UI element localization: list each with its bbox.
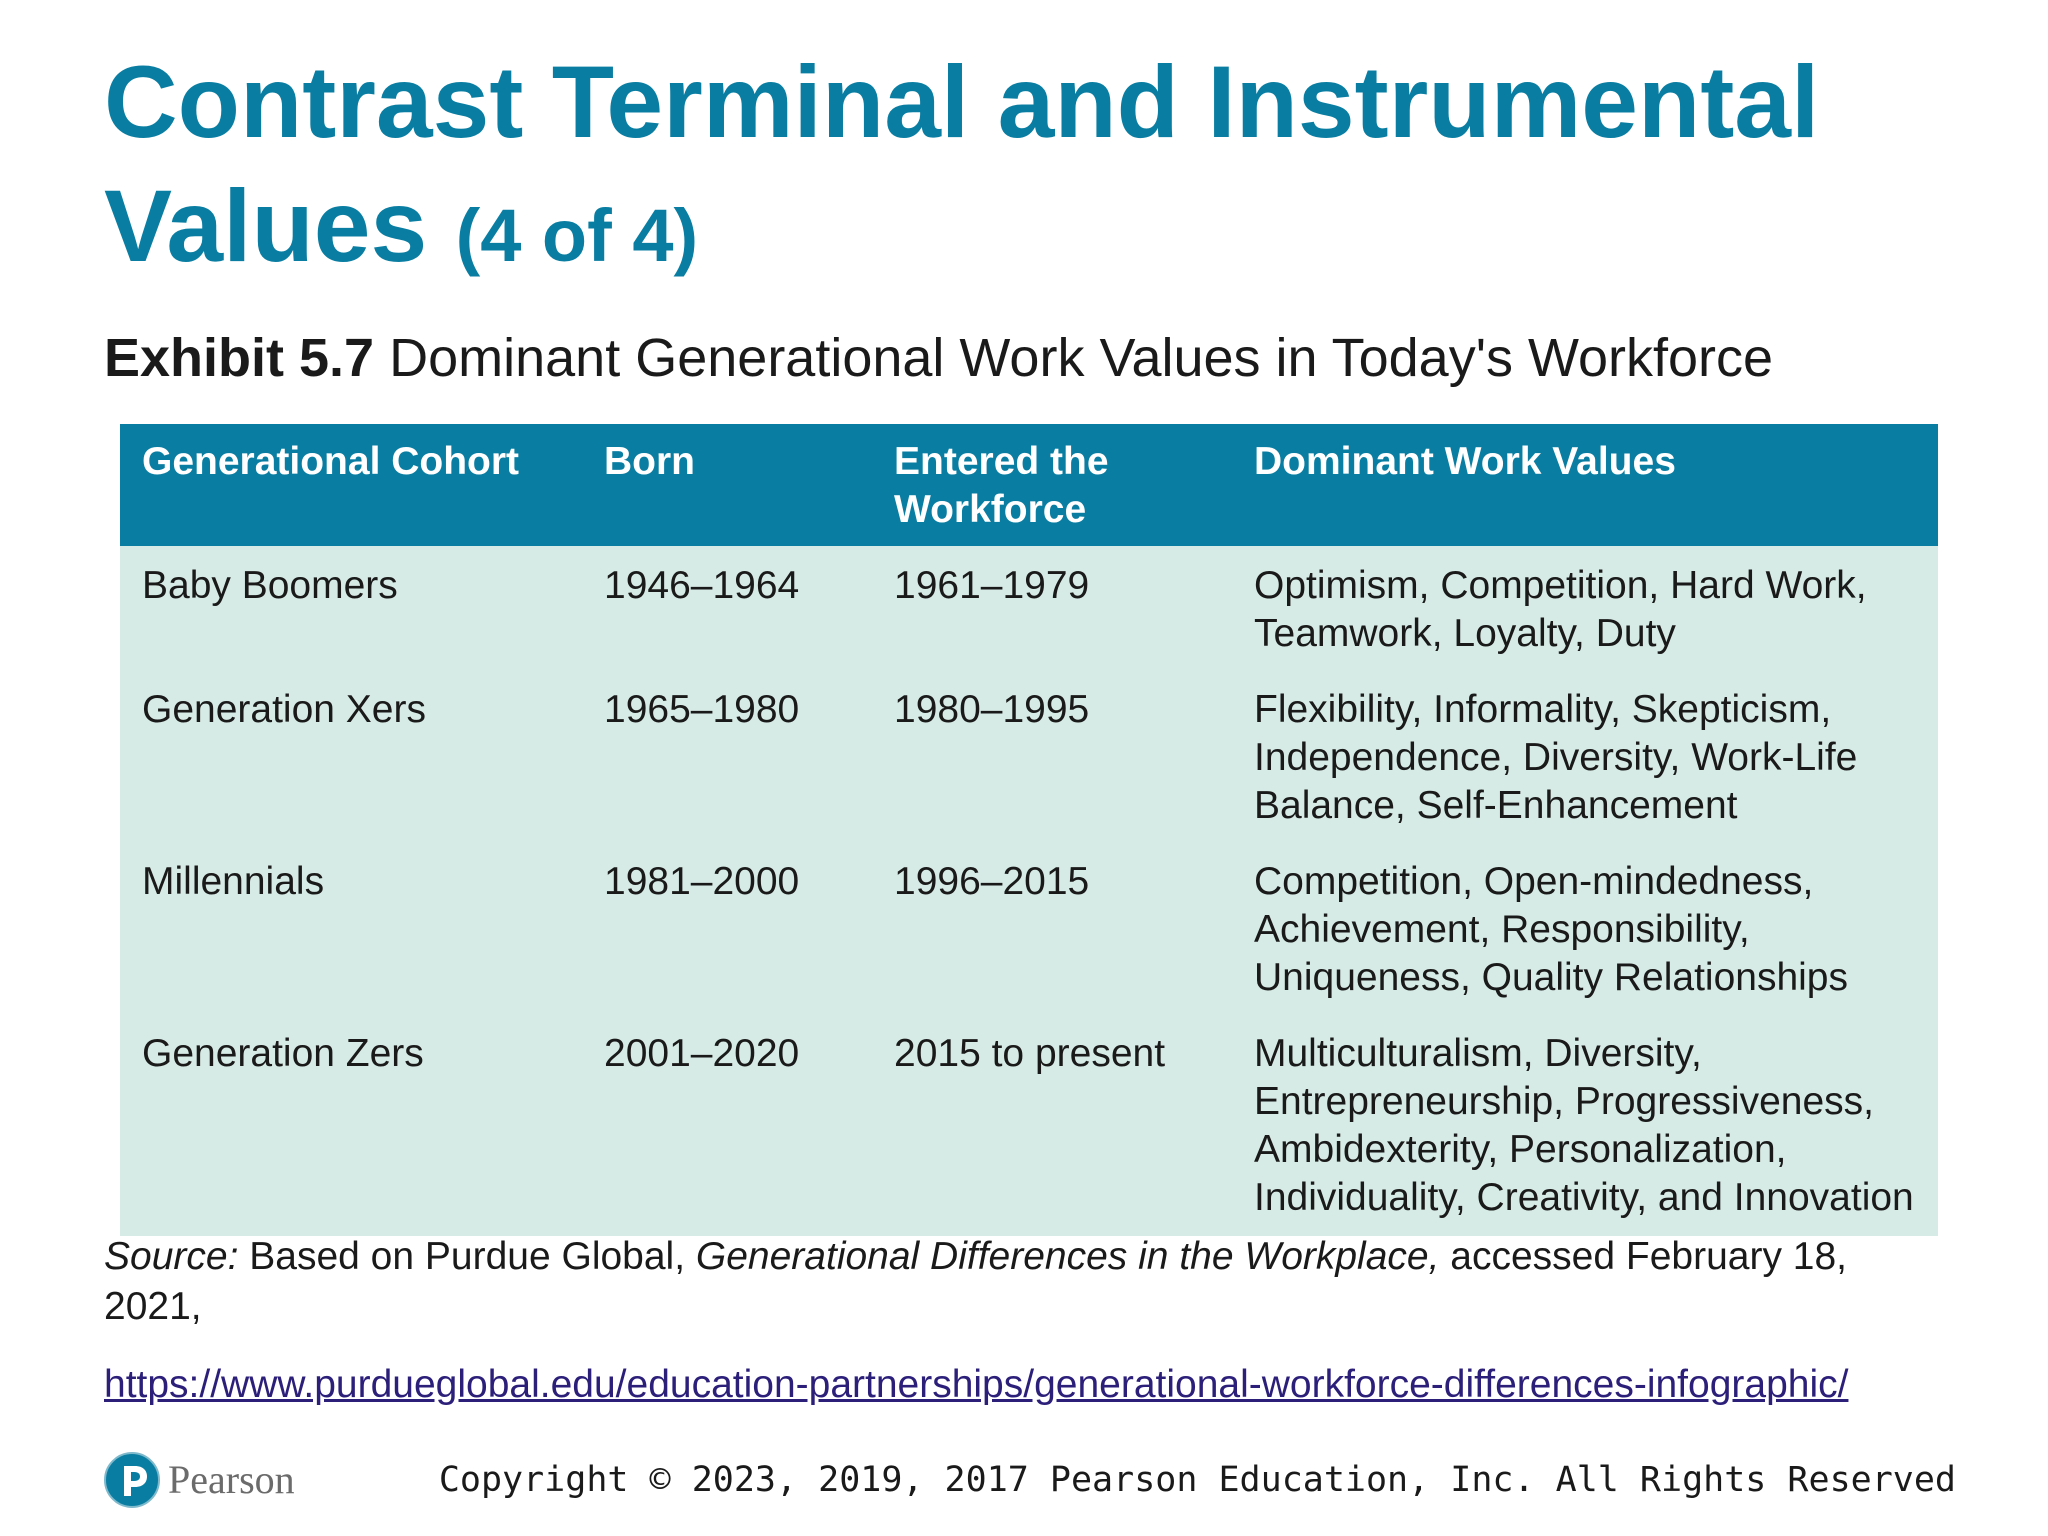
born-cell: 2001–2020 xyxy=(582,1014,872,1236)
slide-title-text: Contrast Terminal and Instrumental Values xyxy=(104,45,1820,283)
slide-title-suffix: (4 of 4) xyxy=(455,194,699,277)
values-cell: Competition, Open-mindedness, Achievement, Responsibility, Uniqueness, Quality Relationships xyxy=(1232,842,1938,1014)
cohort-cell: Baby Boomers xyxy=(120,546,582,670)
table-header-row xyxy=(120,424,1938,546)
entered-cell: 1961–1979 xyxy=(872,546,1232,670)
pearson-logo xyxy=(104,1450,295,1510)
born-cell: 1981–2000 xyxy=(582,842,872,1014)
entered-cell: 2015 to present xyxy=(872,1014,1232,1236)
exhibit-caption xyxy=(104,326,1773,390)
source-suffix: accessed February 18, 2021, xyxy=(104,1235,1847,1328)
values-cell: Flexibility, Informality, Skepticism, Independence, Diversity, Work-Life Balance, Self-Enhancement xyxy=(1232,670,1938,842)
generational-values-table xyxy=(120,424,1938,1236)
table-row xyxy=(120,546,1938,670)
born-cell: 1965–1980 xyxy=(582,670,872,842)
header-dominant-work-values: Dominant Work Values xyxy=(1232,424,1938,546)
table-row xyxy=(120,1014,1938,1236)
exhibit-caption-text: Dominant Generational Work Values in Today's Workforce xyxy=(389,328,1774,388)
header-entered-workforce: Entered the Workforce xyxy=(872,424,1232,546)
cohort-cell: Millennials xyxy=(120,842,582,1014)
exhibit-label: Exhibit 5.7 xyxy=(104,328,375,388)
source-label: Source: xyxy=(104,1235,239,1278)
table-row xyxy=(120,842,1938,1014)
cohort-cell: Generation Xers xyxy=(120,670,582,842)
values-cell: Optimism, Competition, Hard Work, Teamwork, Loyalty, Duty xyxy=(1232,546,1938,670)
table-row xyxy=(120,670,1938,842)
header-generational-cohort: Generational Cohort xyxy=(120,424,582,546)
source-note xyxy=(104,1232,1934,1332)
entered-cell: 1980–1995 xyxy=(872,670,1232,842)
header-born: Born xyxy=(582,424,872,546)
cohort-cell: Generation Zers xyxy=(120,1014,582,1236)
slide-title xyxy=(104,40,1964,298)
copyright-notice: Copyright © 2023, 2019, 2017 Pearson Education, Inc. All Rights Reserved xyxy=(438,1460,1956,1500)
source-url-link[interactable]: https://www.purdueglobal.edu/education-partnerships/generational-workforce-differences-infographic/ xyxy=(104,1363,1849,1406)
source-work-title: Generational Differences in the Workplace, xyxy=(695,1235,1440,1278)
pearson-logo-icon xyxy=(104,1452,160,1508)
values-cell: Multiculturalism, Diversity, Entrepreneurship, Progressiveness, Ambidexterity, Personalization, Individuality, Creativity, and Innovation xyxy=(1232,1014,1938,1236)
entered-cell: 1996–2015 xyxy=(872,842,1232,1014)
source-prefix: Based on Purdue Global, xyxy=(249,1235,686,1278)
pearson-wordmark: Pearson xyxy=(168,1457,295,1502)
born-cell: 1946–1964 xyxy=(582,546,872,670)
